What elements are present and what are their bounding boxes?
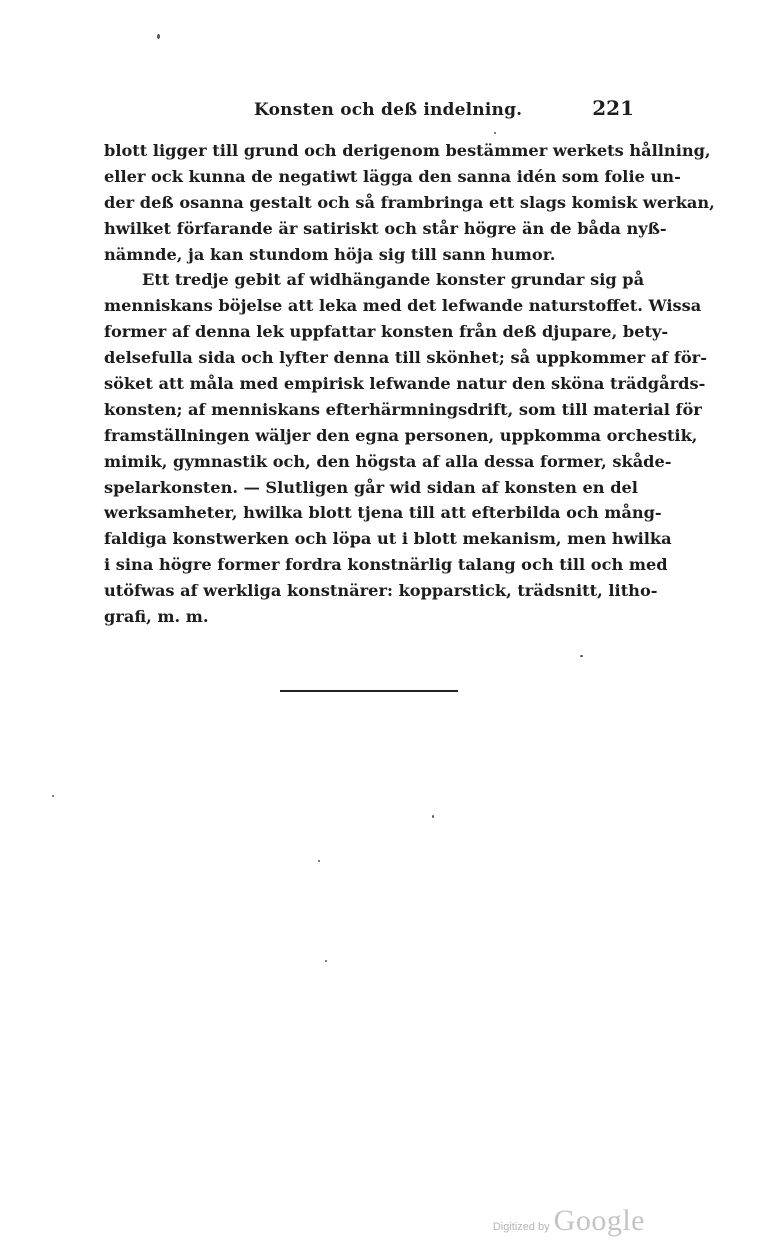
- text-line: spelarkonsten. — Slutligen går wid sidan af konsten en del: [104, 477, 638, 497]
- text-line: mimik, gymnastik och, den högsta af alla dessa former, skåde-: [104, 451, 672, 471]
- text-line: i sina högre former fordra konstnärlig talang och till och med: [104, 555, 668, 575]
- text-line: menniskans böjelse att leka med det lefwande naturstoffet. Wissa: [104, 296, 702, 316]
- text-line: former af denna lek uppfattar konsten från deß djupare, bety-: [104, 322, 669, 342]
- ink-speck: [580, 655, 583, 657]
- ink-speck: [157, 34, 160, 39]
- text-line: Ett tredje gebit af widhängande konster grundar sig på: [142, 270, 645, 290]
- text-line: faldiga konstwerken och löpa ut i blott mekanism, men hwilka: [104, 529, 672, 549]
- section-divider: [280, 690, 458, 692]
- text-line: utöfwas af werkliga konstnärer: kopparstick, trädsnitt, litho-: [104, 581, 658, 601]
- page-number: 221: [592, 96, 634, 120]
- body-text: [104, 138, 715, 630]
- ink-speck: [52, 795, 54, 797]
- text-line: grafi, m. m.: [104, 607, 209, 627]
- text-line: framställningen wäljer den egna personen, uppkomma orchestik,: [104, 425, 698, 445]
- text-line: hwilket förfarande är satiriskt och står högre än de båda nyß-: [104, 218, 667, 238]
- text-line: konsten; af menniskans efterhärmningsdrift, som till material för: [104, 399, 702, 419]
- ink-speck: [432, 815, 434, 818]
- text-line: blott ligger till grund och derigenom bestämmer werkets hållning,: [104, 141, 711, 160]
- page-header: [104, 96, 634, 126]
- text-line: eller ock kunna de negatiwt lägga den sanna idén som folie un-: [104, 166, 681, 186]
- text-line: söket att måla med empirisk lefwande natur den sköna trädgårds-: [104, 374, 706, 394]
- digitized-label: Digitized by: [492, 1221, 550, 1233]
- ink-speck: [494, 132, 496, 134]
- text-line: delsefulla sida och lyfter denna till skönhet; så uppkommer af för-: [104, 348, 707, 368]
- ink-speck: [318, 860, 320, 862]
- ink-speck: [325, 960, 327, 962]
- google-logo: Google: [553, 1204, 645, 1237]
- text-line: der deß osanna gestalt och så frambringa ett slags komisk werkan,: [104, 192, 715, 212]
- running-title: Konsten och deß indelning.: [254, 100, 523, 120]
- text-line: nämnde, ja kan stundom höja sig till sann humor.: [104, 244, 556, 264]
- digitized-watermark: [493, 1204, 645, 1238]
- text-line: werksamheter, hwilka blott tjena till att efterbilda och mång-: [104, 503, 662, 523]
